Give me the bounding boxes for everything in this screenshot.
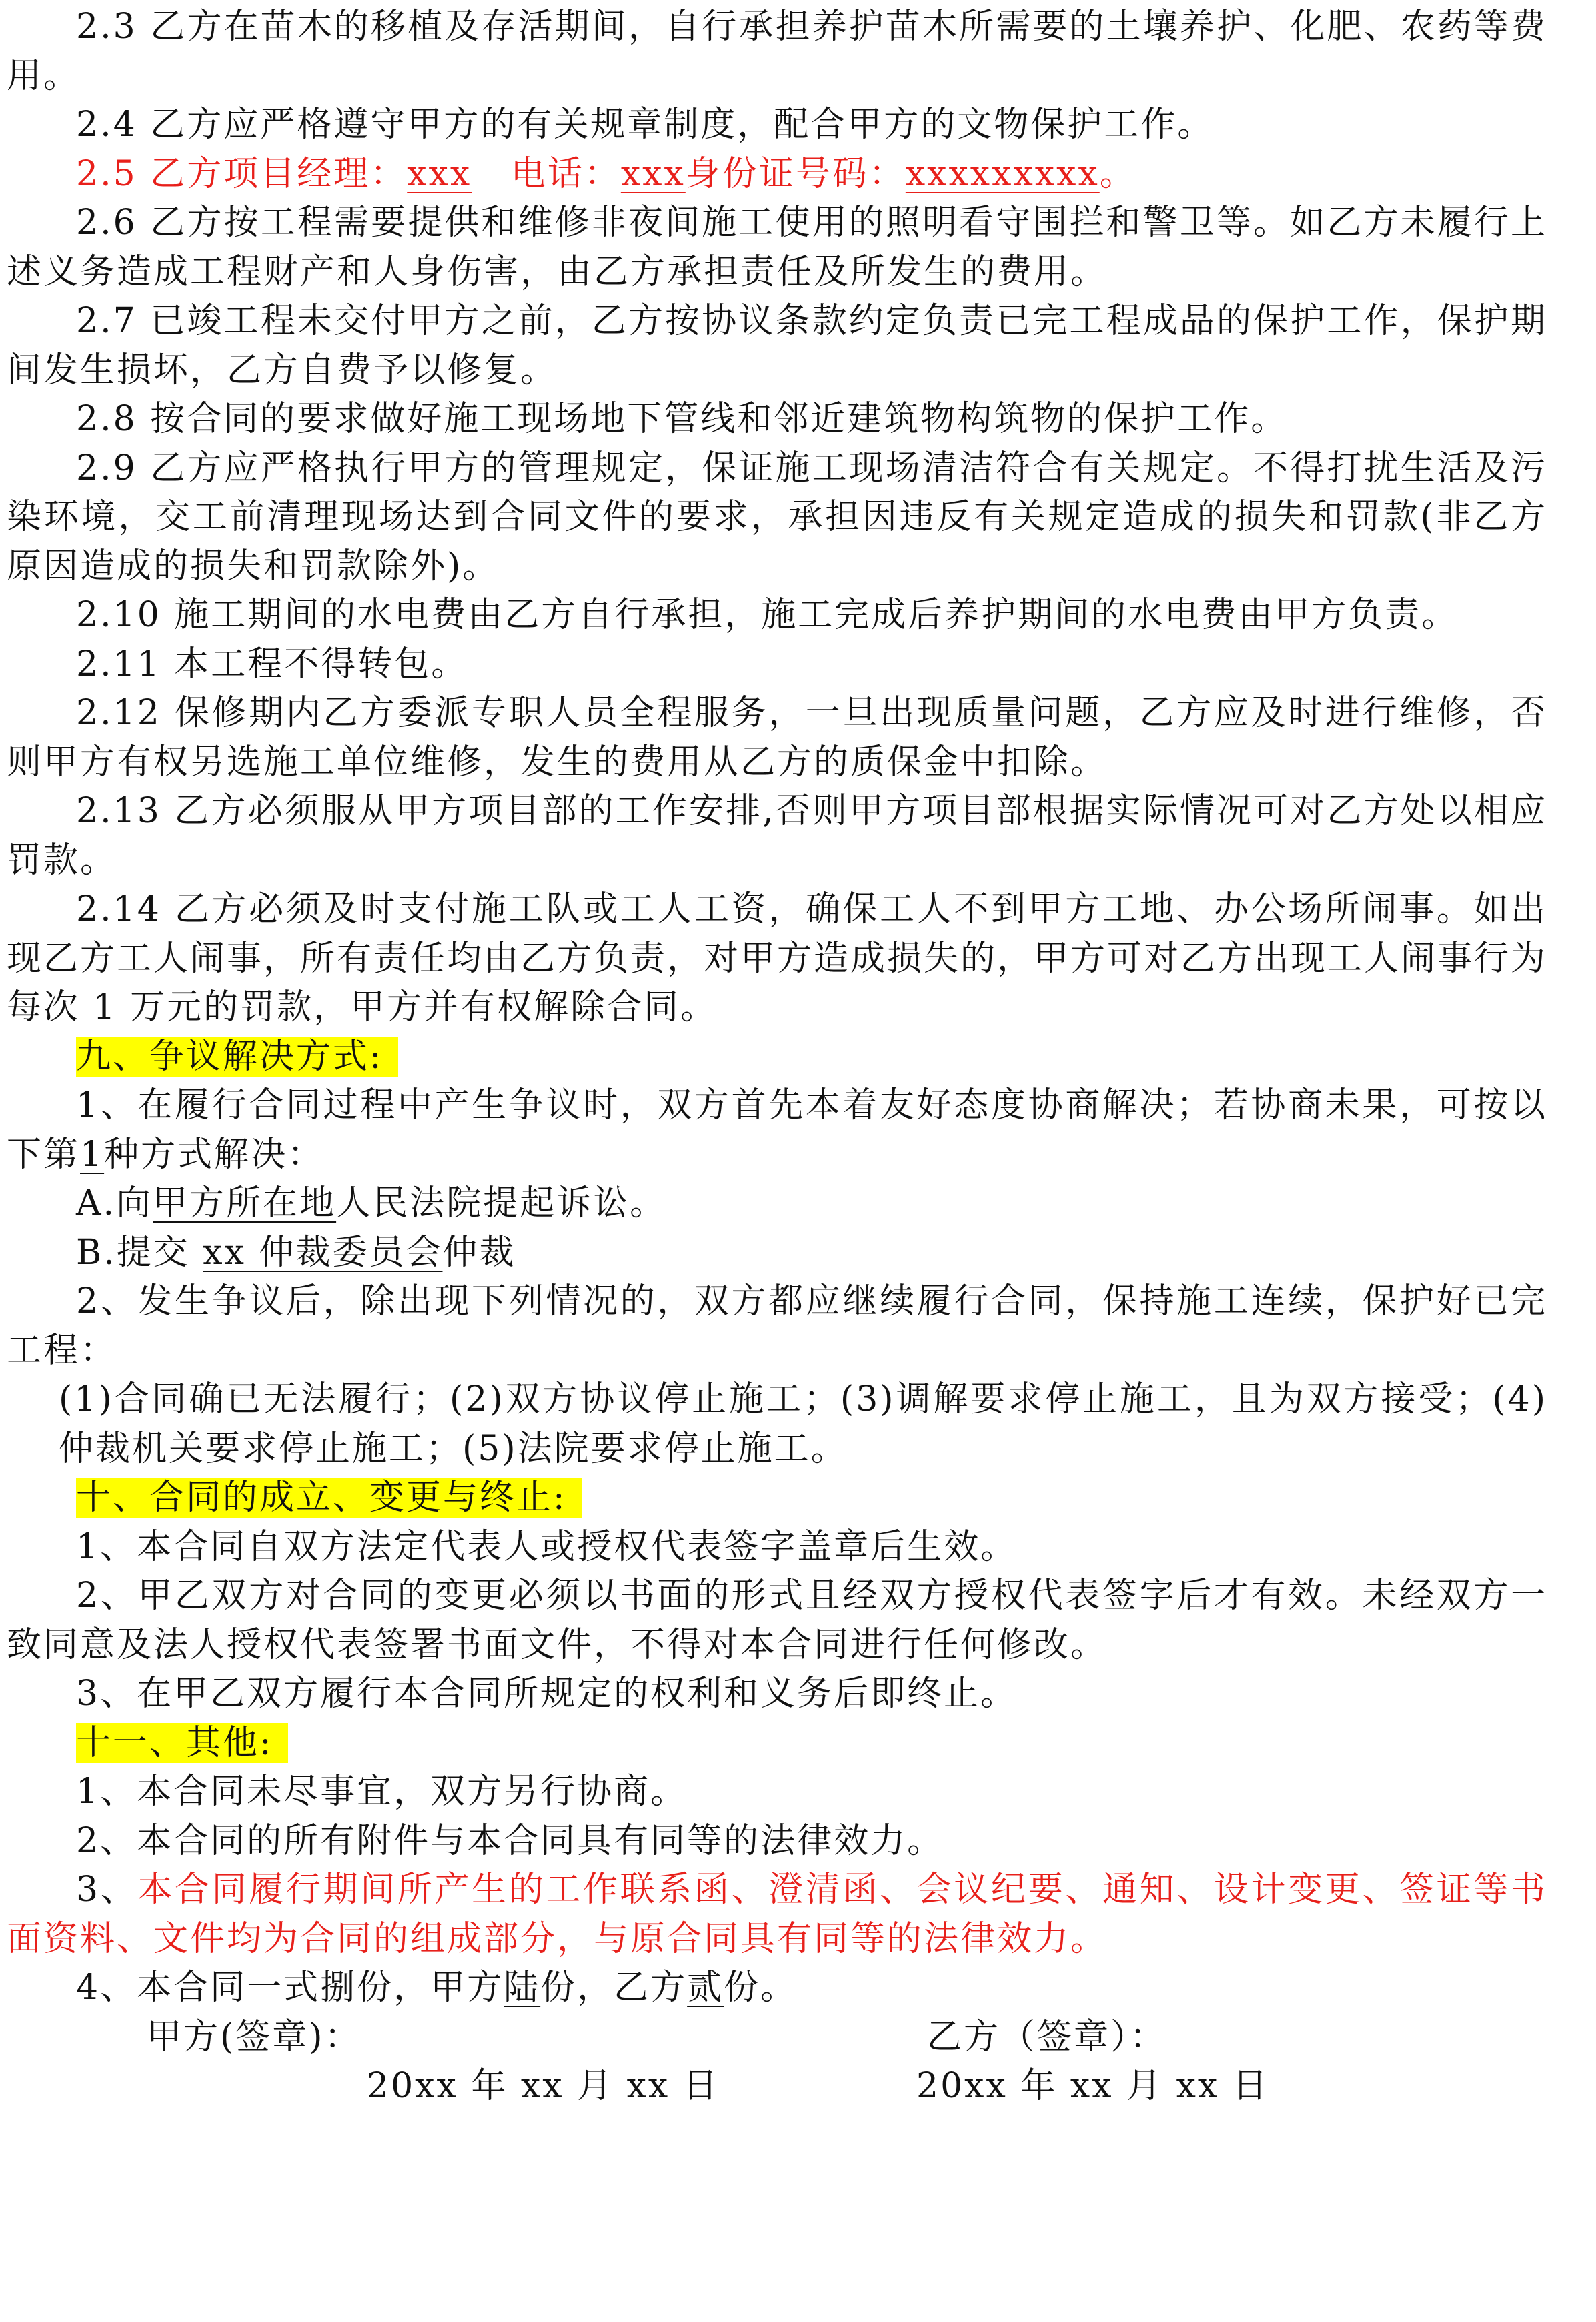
clause-2-11: 2.11 本工程不得转包。 — [76, 644, 468, 684]
clause-2-13: 2.13 乙方必须服从甲方项目部的工作安排,否则甲方项目部根据实际情况可对乙方处以相应罚款。 — [7, 791, 1547, 881]
section-9-option-a — [7, 1179, 1547, 1229]
section-9-p1-end: 种方式解决： — [104, 1134, 325, 1175]
copies-text-b: 份，甲方 — [357, 1968, 504, 2008]
copies-total: 捌 — [320, 1968, 357, 2008]
section-11-heading-line — [7, 1719, 1547, 1768]
copies-text-d: 份。 — [724, 1968, 798, 2008]
clause-2-5-end: 。 — [1099, 153, 1136, 194]
id-label: 身份证号码： — [685, 153, 906, 194]
signature-block — [7, 2013, 1547, 2111]
section-11-p2: 2、本合同的所有附件与本合同具有同等的法律效力。 — [76, 1820, 944, 1861]
clause-2-6: 2.6 乙方按工程需要提供和维修非夜间施工使用的照明看守围拦和警卫等。如乙方未履行上述义务造成工程财产和人身伤害，由乙方承担责任及所发生的费用。 — [7, 203, 1547, 292]
section-10-p3: 3、在甲乙双方履行本合同所规定的权利和义务后即终止。 — [76, 1674, 1018, 1714]
option-a-prefix: A.向 — [76, 1183, 153, 1223]
party-a-date: 20xx 年 xx 月 xx 日 — [367, 2065, 720, 2106]
section-9-heading: 九、争议解决方式: — [76, 1037, 398, 1077]
option-a-court: 甲方所在地 — [153, 1183, 337, 1223]
option-b-suffix: 仲裁 — [442, 1232, 516, 1273]
section-10-heading-line — [7, 1474, 1547, 1523]
party-a-signature-label: 甲方(签章)： — [147, 2016, 361, 2057]
copies-text-c: 份，乙方 — [540, 1968, 688, 2008]
section-9-p1 — [7, 1081, 1547, 1179]
clause-2-4: 2.4 乙方应严格遵守甲方的有关规章制度，配合甲方的文物保护工作。 — [76, 105, 1215, 145]
section-11-p3-num: 3、 — [76, 1870, 138, 1910]
clause-2-10: 2.10 施工期间的水电费由乙方自行承担，施工完成后养护期间的水电费由甲方负责。 — [76, 595, 1459, 635]
section-11-p3-red: 本合同履行期间所产生的工作联系函、澄清函、会议纪要、通知、设计变更、签证等书面资料、文件均为合同的组成部分，与原合同具有同等的法律效力。 — [7, 1870, 1547, 1959]
section-11-heading: 十一、其他: — [76, 1723, 288, 1763]
section-11-p3 — [7, 1866, 1547, 1964]
clause-2-9: 2.9 乙方应严格执行甲方的管理规定，保证施工现场清洁符合有关规定。不得打扰生活及污染环境，交工前清理现场达到合同文件的要求，承担因违反有关规定造成的损失和罚款(非乙方原因造成的损失和罚款除外)。 — [7, 448, 1547, 586]
clause-2-5 — [7, 150, 1547, 199]
clause-2-8: 2.8 按合同的要求做好施工现场地下管线和邻近建筑物构筑物的保护工作。 — [76, 399, 1288, 439]
section-11-p4 — [7, 1964, 1547, 2013]
section-9-option-b — [7, 1229, 1547, 1278]
clause-2-5-prefix: 2.5 乙方项目经理： — [76, 153, 408, 194]
section-9-p2: 2、发生争议后，除出现下列情况的，双方都应继续履行合同，保持施工连续，保护好已完工程： — [7, 1281, 1547, 1371]
section-9-heading-line — [7, 1033, 1547, 1082]
option-a-suffix: 人民法院提起诉讼。 — [336, 1183, 667, 1223]
clause-2-3: 2.3 乙方在苗木的移植及存活期间，自行承担养护苗木所需要的土壤养护、化肥、农药等费用。 — [7, 7, 1547, 96]
section-10-p2: 2、甲乙双方对合同的变更必须以书面的形式且经双方授权代表签字后才有效。未经双方一致同意及法人授权代表签署书面文件，不得对本合同进行任何修改。 — [7, 1576, 1547, 1665]
section-10-heading: 十、合同的成立、变更与终止: — [76, 1478, 582, 1518]
section-9-p1-text: 1、在履行合同过程中产生争议时，双方首先本着友好态度协商解决；若协商未果，可按以下第 — [7, 1085, 1547, 1175]
option-b-prefix: B.提交 — [76, 1232, 203, 1273]
party-b-date: 20xx 年 xx 月 xx 日 — [916, 2065, 1269, 2106]
clause-2-7: 2.7 已竣工程未交付甲方之前，乙方按协议条款约定负责已完工程成品的保护工作，保护期间发生损坏，乙方自费予以修复。 — [7, 301, 1547, 390]
party-b-signature-label: 乙方（签章）： — [927, 2016, 1167, 2057]
clause-2-12: 2.12 保修期内乙方委派专职人员全程服务，一旦出现质量问题，乙方应及时进行维修，否则甲方有权另选施工单位维修，发生的费用从乙方的质保金中扣除。 — [7, 693, 1547, 782]
resolution-choice: 1 — [80, 1134, 105, 1175]
copies-party-a: 陆 — [504, 1968, 541, 2008]
section-10-p1: 1、本合同自双方法定代表人或授权代表签字盖章后生效。 — [76, 1526, 1018, 1567]
section-11-p1: 1、本合同未尽事宜，双方另行协商。 — [76, 1772, 688, 1812]
contract-body — [7, 3, 1547, 2111]
phone-label: 电话： — [510, 153, 621, 194]
clause-2-14: 2.14 乙方必须及时支付施工队或工人工资，确保工人不到甲方工地、办公场所闹事。如出现乙方工人闹事，所有责任均由乙方负责，对甲方造成损失的，甲方可对乙方出现工人闹事行为每次 1 万元的罚款，甲方并有权解除合同。 — [7, 889, 1548, 1027]
project-manager-name: xxx — [407, 153, 472, 194]
section-9-conditions: (1)合同确已无法履行；(2)双方协议停止施工；(3)调解要求停止施工，且为双方接受；(4)仲裁机关要求停止施工；(5)法院要求停止施工。 — [59, 1379, 1547, 1469]
copies-party-b: 贰 — [687, 1968, 724, 2008]
option-b-arbitration: xx 仲裁委员会 — [203, 1232, 443, 1273]
copies-text-a: 4、本合同一式 — [76, 1968, 321, 2008]
id-number: xxxxxxxxx — [905, 153, 1100, 194]
phone-value: xxx — [620, 153, 686, 194]
